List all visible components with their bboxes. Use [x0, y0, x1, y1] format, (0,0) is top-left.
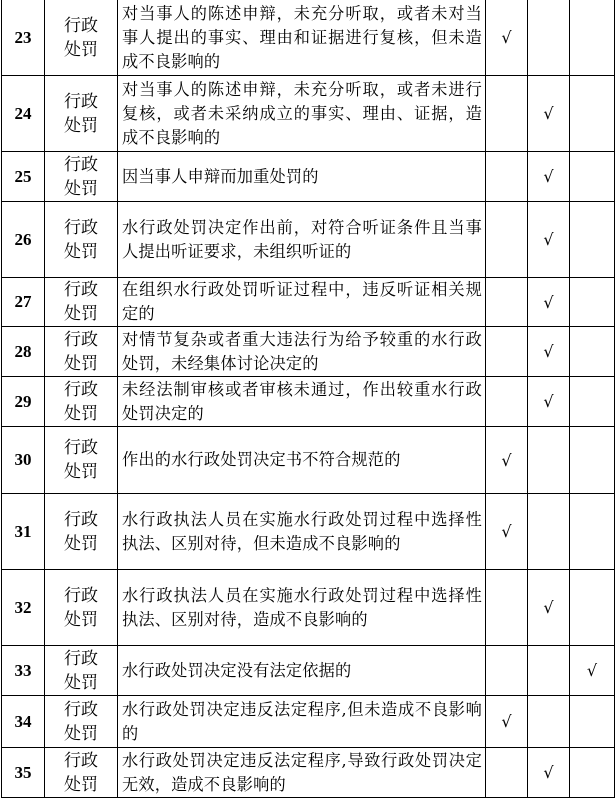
description-cell: 未经法制审核或者审核未通过，作出较重水行政处罚决定的	[118, 377, 486, 427]
check-cell: √	[486, 696, 528, 748]
category-cell	[45, 327, 118, 377]
description-cell: 因当事人申辩而加重处罚的	[118, 152, 486, 202]
table-row	[2, 748, 615, 798]
category-line: 处罚	[64, 609, 98, 630]
description-cell: 对情节复杂或者重大违法行为给予较重的水行政处罚，未经集体讨论决定的	[118, 327, 486, 377]
check-cell: √	[528, 327, 570, 377]
category-cell	[45, 494, 118, 570]
category-line: 行政	[64, 217, 98, 238]
check-cell	[486, 76, 528, 152]
description-cell: 水行政处罚决定违反法定程序,导致行政处罚决定无效，造成不良影响的	[118, 748, 486, 798]
category-line: 行政	[64, 379, 98, 400]
category-cell	[45, 427, 118, 494]
check-cell: √	[528, 76, 570, 152]
category-cell	[45, 0, 118, 76]
table-row	[2, 646, 615, 696]
row-number: 25	[2, 152, 45, 202]
table-row	[2, 278, 615, 327]
category-line: 处罚	[64, 178, 98, 199]
category-cell	[45, 696, 118, 748]
check-cell	[570, 202, 615, 278]
row-number: 29	[2, 377, 45, 427]
check-cell	[570, 427, 615, 494]
description-cell: 对当事人的陈述申辩，未充分听取，或者未进行复核，或者未采纳成立的事实、理由、证据，造成不良影响的	[118, 76, 486, 152]
table-row	[2, 377, 615, 427]
table-row	[2, 494, 615, 570]
check-cell	[570, 0, 615, 76]
description-cell: 水行政处罚决定作出前，对符合听证条件且当事人提出听证要求，未组织听证的	[118, 202, 486, 278]
table-row	[2, 570, 615, 646]
description-cell: 在组织水行政处罚听证过程中，违反听证相关规定的	[118, 278, 486, 327]
category-line: 处罚	[64, 115, 98, 136]
category-line: 处罚	[64, 533, 98, 554]
description-cell: 水行政执法人员在实施水行政处罚过程中选择性执法、区别对待，造成不良影响的	[118, 570, 486, 646]
category-line: 处罚	[64, 353, 98, 374]
category-cell	[45, 152, 118, 202]
check-cell	[486, 202, 528, 278]
check-cell	[486, 152, 528, 202]
check-cell: √	[528, 278, 570, 327]
category-cell	[45, 278, 118, 327]
check-cell	[486, 327, 528, 377]
table-row	[2, 152, 615, 202]
row-number: 24	[2, 76, 45, 152]
category-line: 处罚	[64, 462, 98, 482]
check-cell	[486, 646, 528, 696]
check-cell	[570, 570, 615, 646]
table-row	[2, 696, 615, 748]
category-line: 处罚	[64, 672, 98, 693]
category-line: 行政	[64, 509, 98, 530]
check-cell	[570, 696, 615, 748]
category-line: 处罚	[64, 723, 98, 744]
check-cell	[528, 646, 570, 696]
description-cell: 对当事人的陈述申辩，未充分听取，或者未对当事人提出的事实、理由和证据进行复核，但未造成不良影响的	[118, 0, 486, 76]
table-row	[2, 327, 615, 377]
category-line: 处罚	[64, 304, 98, 324]
description-cell: 作出的水行政处罚决定书不符合规范的	[118, 427, 486, 494]
category-cell	[45, 748, 118, 798]
check-cell	[570, 377, 615, 427]
violation-table	[1, 0, 615, 798]
category-cell	[45, 76, 118, 152]
category-cell	[45, 646, 118, 696]
check-cell	[528, 696, 570, 748]
row-number: 27	[2, 278, 45, 327]
category-line: 行政	[64, 154, 98, 175]
category-cell	[45, 202, 118, 278]
check-cell	[570, 278, 615, 327]
description-cell: 水行政处罚决定没有法定依据的	[118, 646, 486, 696]
table-row	[2, 427, 615, 494]
category-cell	[45, 570, 118, 646]
check-cell: √	[528, 152, 570, 202]
description-cell: 水行政处罚决定违反法定程序,但未造成不良影响的	[118, 696, 486, 748]
check-cell	[528, 494, 570, 570]
category-line: 行政	[64, 91, 98, 112]
check-cell	[570, 494, 615, 570]
table-row	[2, 202, 615, 278]
check-cell	[486, 748, 528, 798]
category-line: 行政	[64, 699, 98, 720]
table-row	[2, 0, 615, 76]
category-line: 处罚	[64, 403, 98, 424]
row-number: 33	[2, 646, 45, 696]
check-cell	[528, 0, 570, 76]
check-cell: √	[570, 646, 615, 696]
category-line: 处罚	[64, 241, 98, 262]
check-cell	[486, 570, 528, 646]
category-line: 行政	[64, 438, 98, 458]
check-cell: √	[486, 0, 528, 76]
row-number: 34	[2, 696, 45, 748]
check-cell: √	[486, 494, 528, 570]
check-cell	[486, 278, 528, 327]
check-cell: √	[528, 377, 570, 427]
row-number: 26	[2, 202, 45, 278]
row-number: 32	[2, 570, 45, 646]
row-number: 31	[2, 494, 45, 570]
category-line: 行政	[64, 585, 98, 606]
row-number: 23	[2, 0, 45, 76]
check-cell	[528, 427, 570, 494]
check-cell: √	[528, 202, 570, 278]
category-line: 行政	[64, 280, 98, 300]
check-cell: √	[486, 427, 528, 494]
row-number: 35	[2, 748, 45, 798]
row-number: 28	[2, 327, 45, 377]
category-line: 处罚	[64, 39, 98, 60]
category-line: 行政	[64, 329, 98, 350]
row-number: 30	[2, 427, 45, 494]
category-cell	[45, 377, 118, 427]
category-line: 处罚	[64, 774, 98, 795]
check-cell: √	[528, 570, 570, 646]
check-cell: √	[528, 748, 570, 798]
check-cell	[486, 377, 528, 427]
category-line: 行政	[64, 648, 98, 669]
category-line: 行政	[64, 15, 98, 36]
table-row	[2, 76, 615, 152]
description-cell: 水行政执法人员在实施水行政处罚过程中选择性执法、区别对待，但未造成不良影响的	[118, 494, 486, 570]
check-cell	[570, 76, 615, 152]
check-cell	[570, 748, 615, 798]
check-cell	[570, 152, 615, 202]
check-cell	[570, 327, 615, 377]
category-line: 行政	[64, 750, 98, 771]
